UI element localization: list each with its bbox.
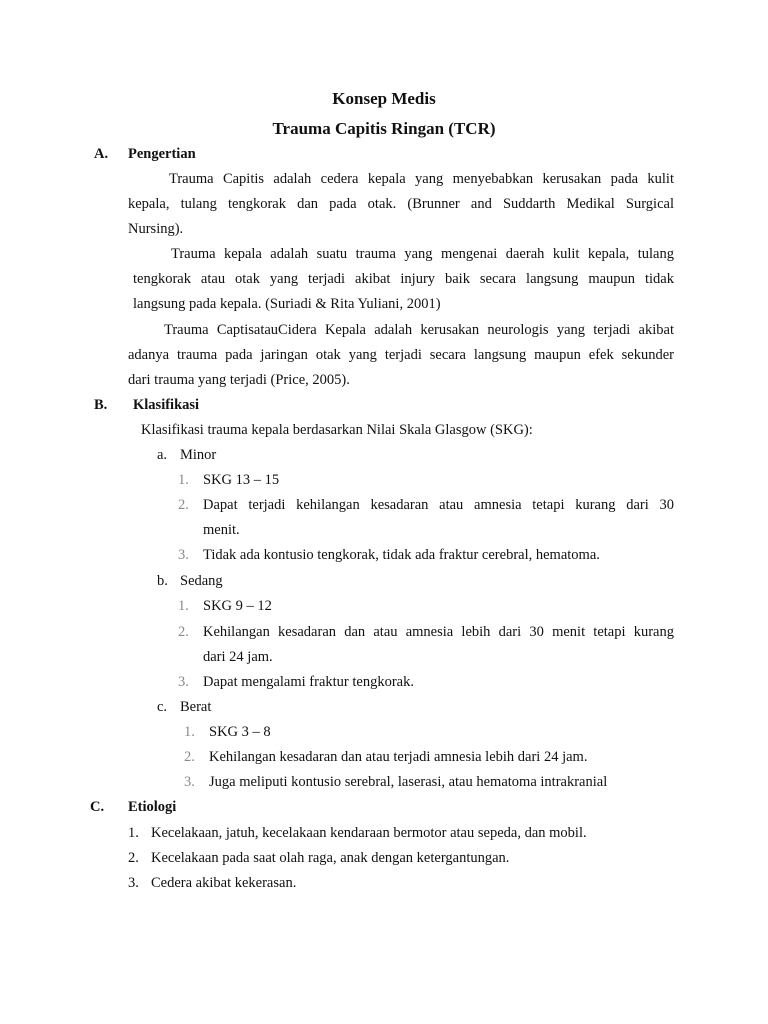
- group-a-label: Minor: [180, 447, 217, 463]
- etiologi-item1-text: Kecelakaan, jatuh, kecelakaan kendaraan bermotor atau sepeda, dan mobil.: [151, 825, 587, 841]
- group-a-marker: a.: [157, 447, 168, 463]
- section-a-heading: Pengertian: [128, 146, 196, 162]
- group-c-item1-number: 1.: [184, 724, 195, 740]
- etiologi-item3-number: 3.: [128, 875, 139, 891]
- section-a-p2-line3: langsung pada kepala. (Suriadi & Rita Yuliani, 2001): [133, 296, 441, 312]
- group-b-label: Sedang: [180, 573, 223, 589]
- group-c-item2-number: 2.: [184, 749, 195, 765]
- group-b-item3-text: Dapat mengalami fraktur tengkorak.: [203, 674, 414, 690]
- group-a-item3-text: Tidak ada kontusio tengkorak, tidak ada fraktur cerebral, hematoma.: [203, 547, 600, 563]
- section-b-heading: Klasifikasi: [133, 397, 200, 413]
- etiologi-item1-number: 1.: [128, 825, 139, 841]
- section-a-marker: A.: [94, 146, 109, 162]
- group-a-item2-line2: menit.: [203, 522, 240, 538]
- group-a-item3-number: 3.: [178, 547, 189, 563]
- etiologi-item2-number: 2.: [128, 850, 139, 866]
- group-b-item1-text: SKG 9 – 12: [203, 598, 272, 614]
- section-a-p2-line1: Trauma kepala adalah suatu trauma yang mengenai daerah kulit kepala, tulang: [171, 246, 674, 262]
- section-c-marker: C.: [90, 799, 105, 815]
- section-b-intro: Klasifikasi trauma kepala berdasarkan Nilai Skala Glasgow (SKG):: [141, 422, 533, 438]
- group-b-item2-line2: dari 24 jam.: [203, 649, 273, 665]
- group-c-label: Berat: [180, 699, 212, 715]
- group-b-item2-number: 2.: [178, 624, 189, 640]
- group-c-item1-text: SKG 3 – 8: [209, 724, 271, 740]
- group-c-marker: c.: [157, 699, 168, 715]
- section-a-p3-line1: Trauma CaptisatauCidera Kepala adalah kerusakan neurologis yang terjadi akibat: [164, 322, 674, 338]
- etiologi-item3-text: Cedera akibat kekerasan.: [151, 875, 297, 891]
- group-a-item1-text: SKG 13 – 15: [203, 472, 280, 488]
- group-c-item3-number: 3.: [184, 774, 195, 790]
- group-c-item3-text: Juga meliputi kontusio serebral, laserasi, atau hematoma intrakranial: [209, 774, 608, 790]
- etiologi-item2-text: Kecelakaan pada saat olah raga, anak dengan ketergantungan.: [151, 850, 510, 866]
- group-a-item1-number: 1.: [178, 472, 189, 488]
- group-b-item1-number: 1.: [178, 598, 189, 614]
- section-a-p3-line3: dari trauma yang terjadi (Price, 2005).: [128, 372, 350, 388]
- section-b-marker: B.: [94, 397, 108, 413]
- section-a-p2-line2: tengkorak atau otak yang terjadi akibat injury baik secara langsung maupun tidak: [133, 271, 674, 287]
- page-title: Konsep Medis: [332, 89, 436, 108]
- section-a-p1-line1: Trauma Capitis adalah cedera kepala yang menyebabkan kerusakan pada kulit: [169, 171, 674, 187]
- section-a-p3-line2: adanya trauma pada jaringan otak yang terjadi secara langsung maupun efek sekunder: [128, 347, 674, 363]
- section-a-p1-line3: Nursing).: [128, 221, 184, 237]
- group-a-item2-line1: Dapat terjadi kehilangan kesadaran atau amnesia tetapi kurang dari 30: [203, 497, 674, 513]
- group-b-item2-line1: Kehilangan kesadaran dan atau amnesia lebih dari 30 menit tetapi kurang: [203, 624, 674, 640]
- group-b-item3-number: 3.: [178, 674, 189, 690]
- group-b-marker: b.: [157, 573, 168, 589]
- section-a-p1-line2: kepala, tulang tengkorak dan pada otak. (Brunner and Suddarth Medikal Surgical: [128, 196, 674, 212]
- section-c-heading: Etiologi: [128, 799, 177, 815]
- page-subtitle: Trauma Capitis Ringan (TCR): [272, 119, 496, 138]
- group-a-item2-number: 2.: [178, 497, 189, 513]
- group-c-item2-text: Kehilangan kesadaran dan atau terjadi amnesia lebih dari 24 jam.: [209, 749, 588, 765]
